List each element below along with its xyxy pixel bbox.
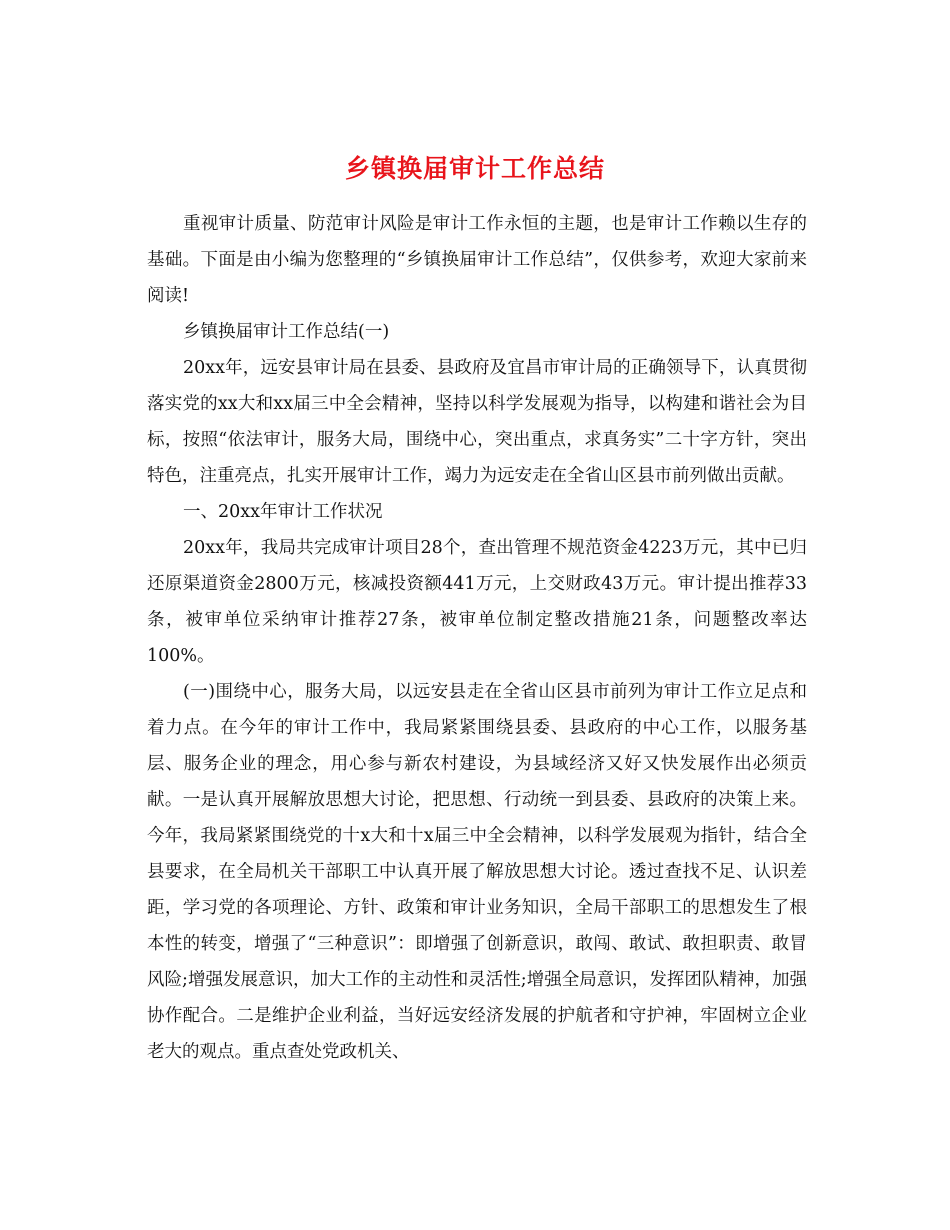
body-paragraph-3: (一)围绕中心，服务大局，以远安县走在全省山区县市前列为审计工作立足点和着力点。在今年的审计工作中，我局紧紧围绕县委、县政府的中心工作，以服务基层、服务企业的理念，用心参与新农村建设，为县域经济又好又快发展作出必须贡献。一是认真开展解放思想大讨论，把思想、行动统一到县委、县政府的决策上来。今年，我局紧紧围绕党的十x大和十x届三中全会精神，以科学发展观为指针，结合全县要求，在全局机关干部职工中认真开展了解放思想大讨论。透过查找不足、认识差距，学习党的各项理论、方针、政策和审计业务知识，全局干部职工的思想发生了根本性的转变，增强了“三种意识”：即增强了创新意识，敢闯、敢试、敢担职责、敢冒风险;增强发展意识，加大工作的主动性和灵活性;增强全局意识，发挥团队精神，加强协作配合。二是维护企业利益，当好远安经济发展的护航者和守护神，牢固树立企业老大的观点。重点查处党政机关、 — [147, 682, 807, 1062]
subsection-heading-1: 一、20xx年审计工作状况 — [183, 502, 383, 522]
section-heading-1: 乡镇换届审计工作总结(一) — [183, 322, 390, 342]
body-paragraph-1: 20xx年，远安县审计局在县委、县政府及宜昌市审计局的正确领导下，认真贯彻落实党的xx大和xx届三中全会精神，坚持以科学发展观为指导，以构建和谐社会为目标，按照“依法审计，服务大局，围绕中心，突出重点，求真务实”二十字方针，突出特色，注重亮点，扎实开展审计工作，竭力为远安走在全省山区县市前列做出贡献。 — [147, 358, 807, 486]
intro-paragraph: 重视审计质量、防范审计风险是审计工作永恒的主题，也是审计工作赖以生存的基础。下面是由小编为您整理的“乡镇换届审计工作总结”，仅供参考，欢迎大家前来阅读! — [147, 214, 807, 306]
document-title: 乡镇换届审计工作总结 — [344, 153, 605, 183]
document-body — [147, 206, 807, 1070]
body-paragraph-2: 20xx年，我局共完成审计项目28个，查出管理不规范资金4223万元，其中已归还原渠道资金2800万元，核减投资额441万元，上交财政43万元。审计提出推荐33条，被审单位采纳审计推荐27条，被审单位制定整改措施21条，问题整改率达100%。 — [147, 538, 807, 666]
